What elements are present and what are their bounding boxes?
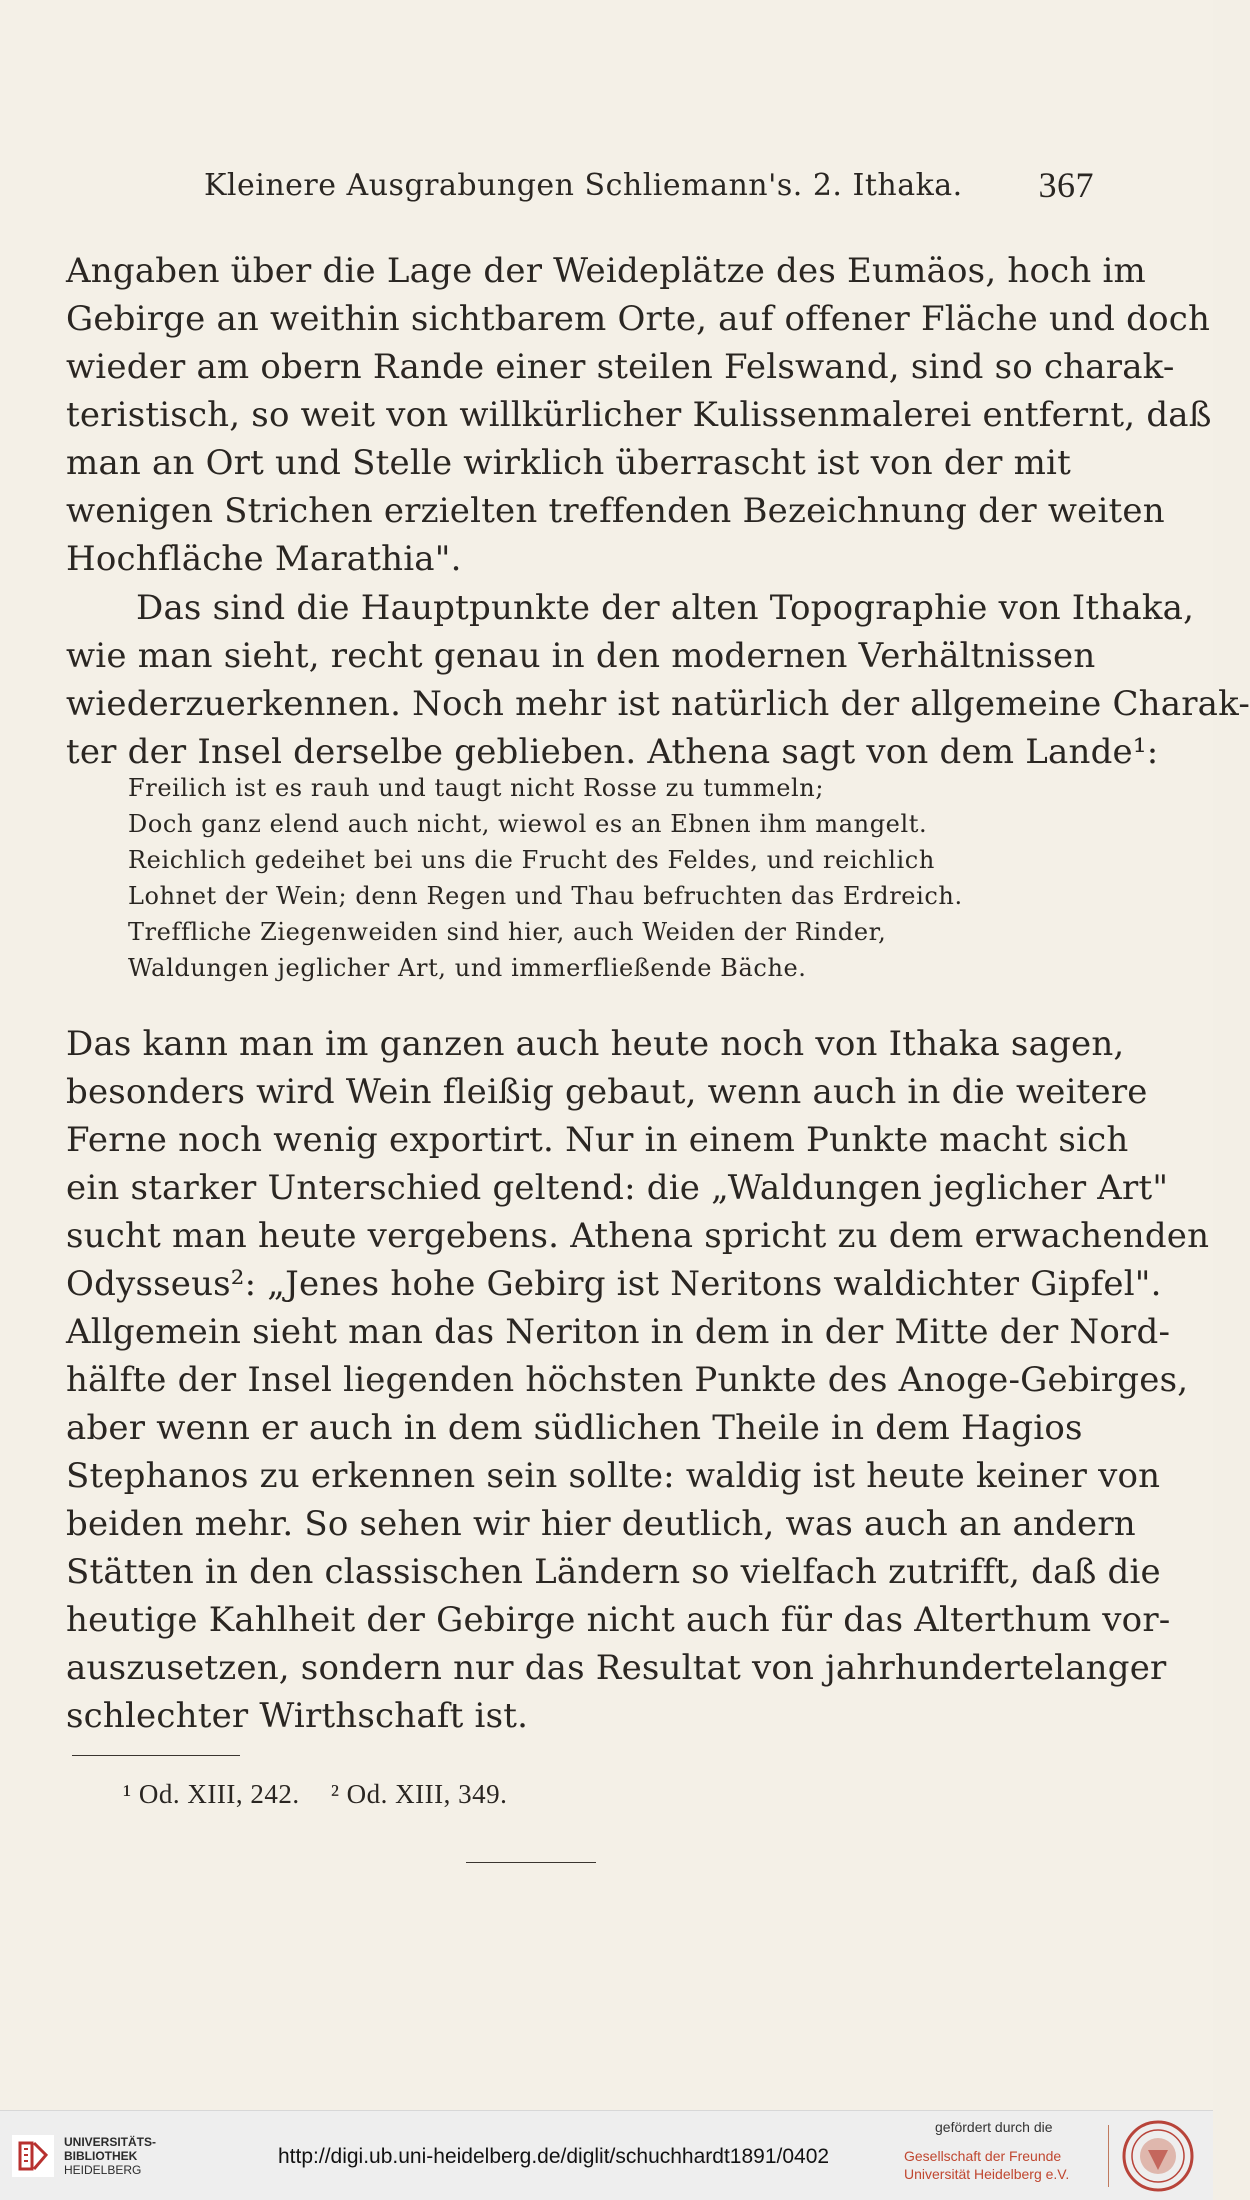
- text-line: Allgemein sieht man das Neriton in dem in der Mitte der Nord-: [66, 1312, 1171, 1352]
- footnote-2: ² Od. XIII, 349.: [330, 1779, 508, 1809]
- text-line: heutige Kahlheit der Gebirge nicht auch für das Alterthum vor-: [66, 1600, 1171, 1640]
- paragraph-2: [66, 584, 1250, 776]
- university-seal-icon: [1122, 2120, 1194, 2192]
- permalink-url[interactable]: http://digi.ub.uni-heidelberg.de/diglit/schuchhardt1891/0402: [278, 2145, 830, 2168]
- running-title: Kleinere Ausgrabungen Schliemann's. 2. Ithaka.: [204, 168, 963, 203]
- text-line: auszusetzen, sondern nur das Resultat von jahrhundertelanger: [66, 1648, 1167, 1688]
- verse-line: Lohnet der Wein; denn Regen und Thau befruchten das Erdreich.: [128, 882, 963, 910]
- paragraph-3: [66, 1020, 1210, 1740]
- text-line: beiden mehr. So sehen wir hier deutlich, was auch an andern: [66, 1504, 1136, 1544]
- footnote-1: ¹ Od. XIII, 242.: [123, 1779, 300, 1809]
- library-name: UNIVERSITÄTS- BIBLIOTHEK HEIDELBERG: [64, 2135, 157, 2177]
- verse-line: Reichlich gedeihet bei uns die Frucht des Feldes, und reichlich: [128, 846, 935, 874]
- text-line: wenigen Strichen erzielten treffenden Bezeichnung der weiten: [66, 491, 1165, 531]
- text-line: Gebirge an weithin sichtbarem Orte, auf offener Fläche und doch: [66, 299, 1211, 339]
- page-end-rule: [466, 1862, 596, 1863]
- text-line: aber wenn er auch in dem südlichen Theile in dem Hagios: [66, 1408, 1083, 1448]
- text-line: Das kann man im ganzen auch heute noch von Ithaka sagen,: [66, 1024, 1125, 1064]
- text-line: Stephanos zu erkennen sein sollte: waldig ist heute keiner von: [66, 1456, 1161, 1496]
- text-line: besonders wird Wein fleißig gebaut, wenn auch in die weitere: [66, 1072, 1148, 1112]
- text-line: ein starker Unterschied geltend: die „Waldungen jeglicher Art": [66, 1168, 1169, 1208]
- text-line: Stätten in den classischen Ländern so vielfach zutrifft, daß die: [66, 1552, 1161, 1592]
- verse-line: Waldungen jeglicher Art, und immerfließende Bäche.: [128, 954, 807, 982]
- text-line: Odysseus²: „Jenes hohe Gebirg ist Neritons waldichter Gipfel".: [66, 1264, 1162, 1304]
- footnotes: [123, 1779, 531, 1810]
- text-line: teristisch, so weit von willkürlicher Kulissenmalerei entfernt, daß: [66, 395, 1212, 435]
- text-line: ter der Insel derselbe geblieben. Athena sagt von dem Lande¹:: [66, 732, 1159, 772]
- text-line: hälfte der Insel liegenden höchsten Punkte des Anoge-Gebirges,: [66, 1360, 1189, 1400]
- viewer-footer: [0, 2110, 1213, 2200]
- text-line: wieder am obern Rande einer steilen Felswand, sind so charak-: [66, 347, 1175, 387]
- text-line: wie man sieht, recht genau in den modernen Verhältnissen: [66, 636, 1096, 676]
- footnote-divider: [72, 1755, 240, 1756]
- verse-quote: [66, 770, 1066, 986]
- text-line: Angaben über die Lage der Weideplätze des Eumäos, hoch im: [66, 251, 1146, 291]
- footer-divider: [1108, 2125, 1109, 2187]
- sponsor-intro: gefördert durch die: [935, 2119, 1053, 2135]
- text-line: Das sind die Hauptpunkte der alten Topographie von Ithaka,: [136, 588, 1195, 628]
- verse-line: Doch ganz elend auch nicht, wiewol es an Ebnen ihm mangelt.: [128, 810, 928, 838]
- text-line: Hochfläche Marathia".: [66, 539, 462, 579]
- library-logo-icon: [12, 2135, 54, 2177]
- text-line: man an Ort und Stelle wirklich überrascht ist von der mit: [66, 443, 1071, 483]
- text-line: schlechter Wirthschaft ist.: [66, 1696, 529, 1736]
- sponsor-name: Gesellschaft der Freunde Universität Heidelberg e.V.: [904, 2148, 1070, 2182]
- verse-line: Treffliche Ziegenweiden sind hier, auch Weiden der Rinder,: [128, 918, 887, 946]
- text-line: wiederzuerkennen. Noch mehr ist natürlich der allgemeine Charak-: [66, 684, 1250, 724]
- text-line: Ferne noch wenig exportirt. Nur in einem Punkte macht sich: [66, 1120, 1129, 1160]
- paragraph-1: [66, 247, 1212, 583]
- page-number: 367: [1038, 165, 1094, 205]
- text-line: sucht man heute vergebens. Athena spricht zu dem erwachenden: [66, 1216, 1210, 1256]
- verse-line: Freilich ist es rauh und taugt nicht Rosse zu tummeln;: [128, 774, 825, 802]
- page-header: [70, 165, 1094, 208]
